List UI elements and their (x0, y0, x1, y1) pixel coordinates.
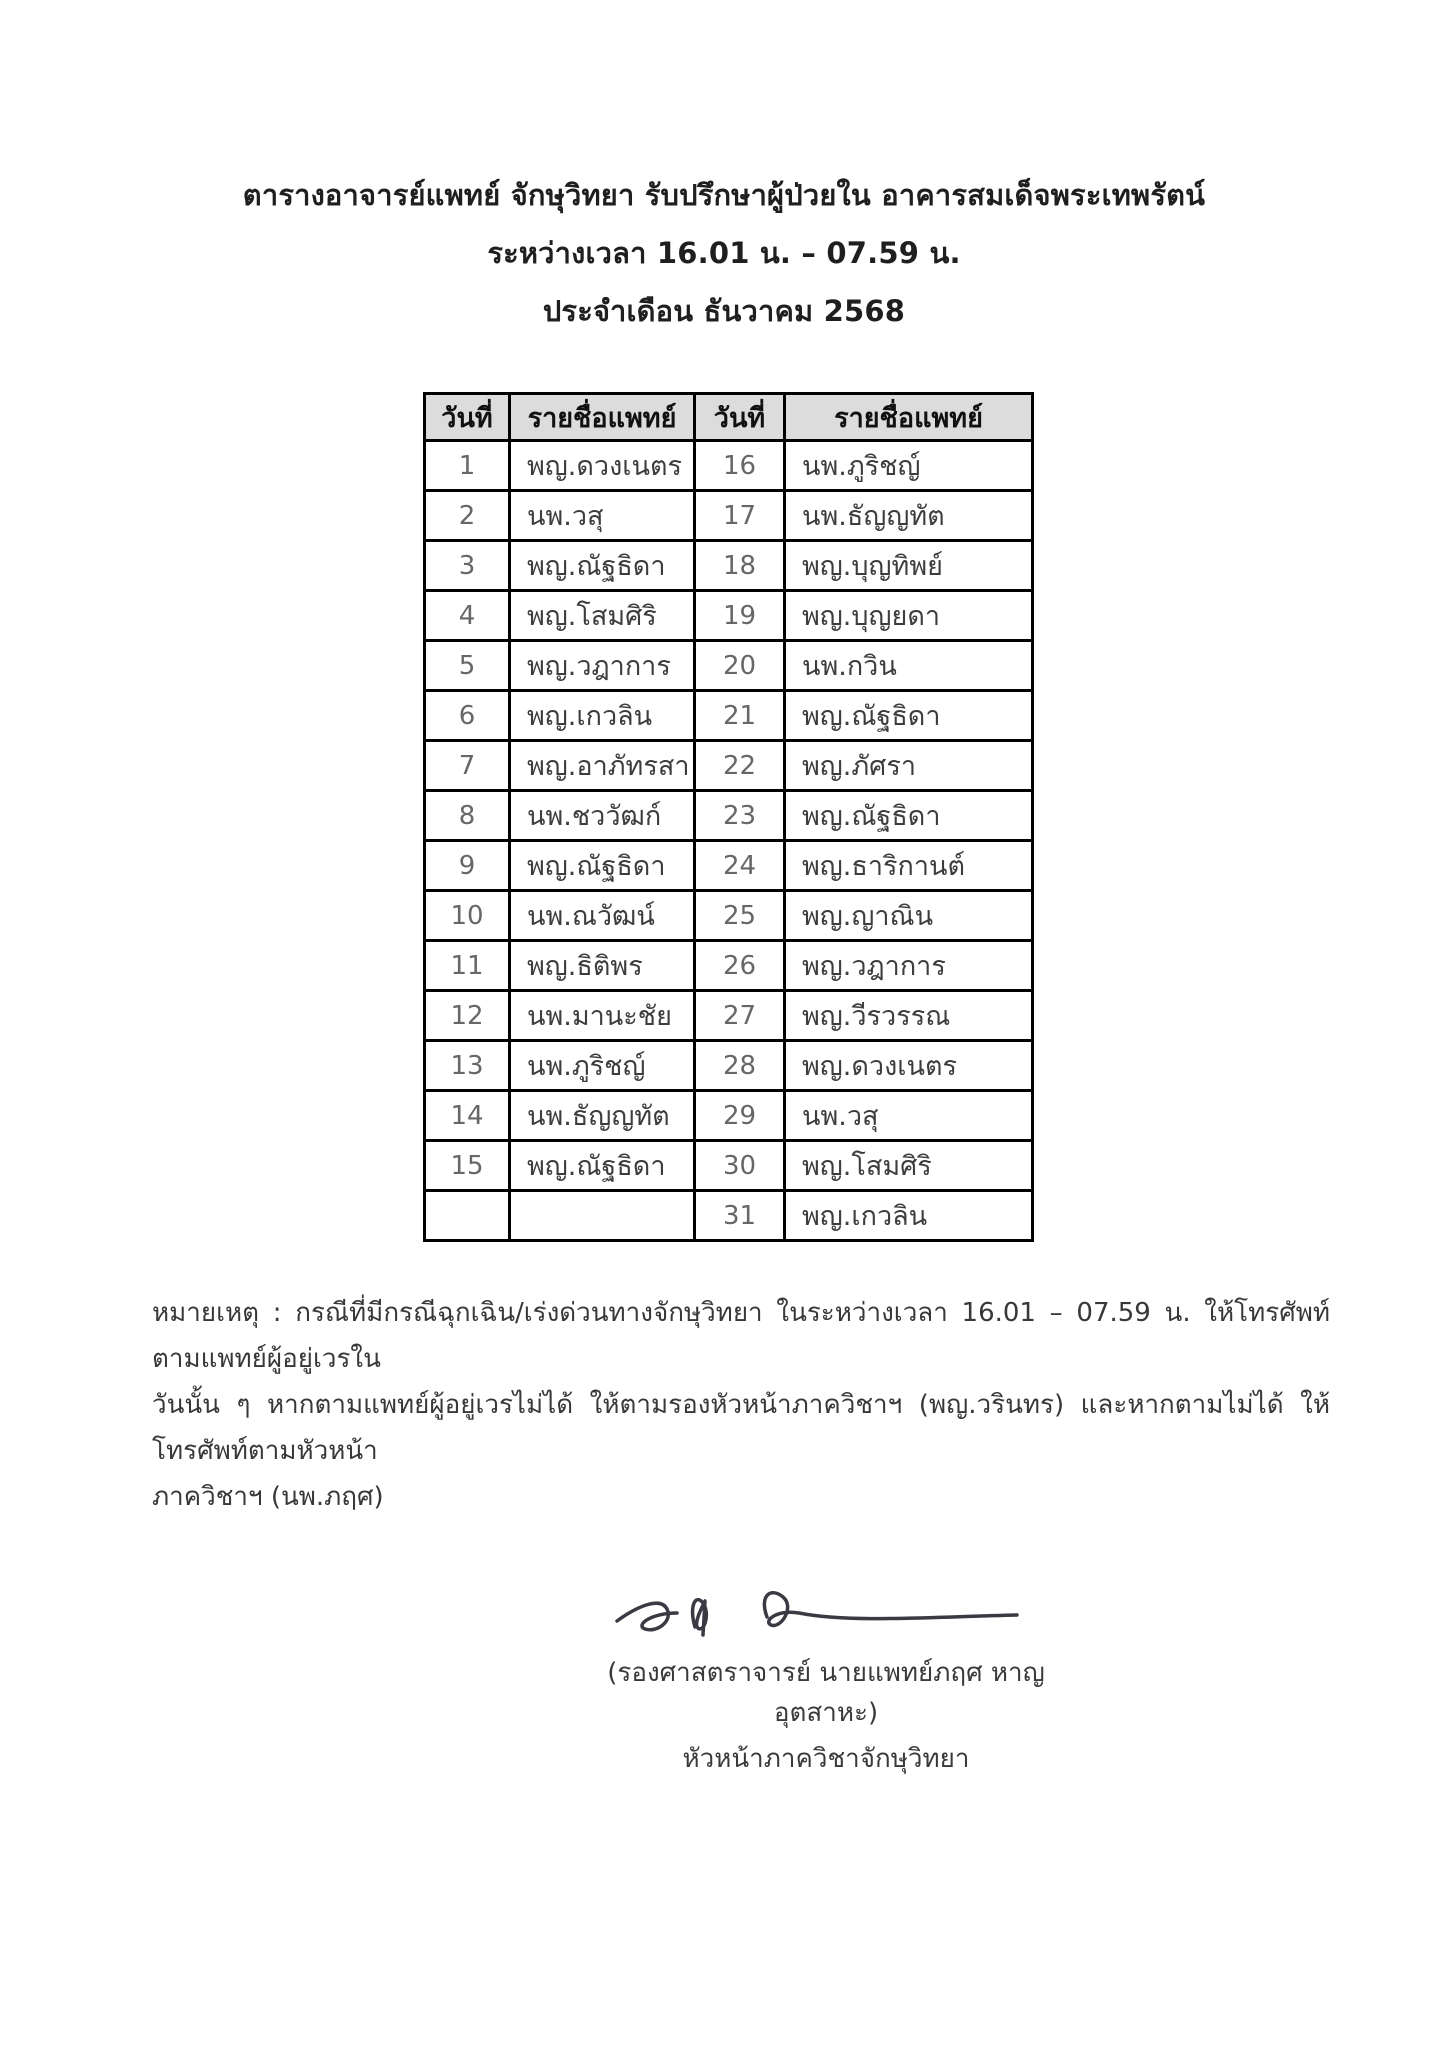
doctor-name-cell: นพ.ธัญญทัต (510, 1091, 695, 1141)
doctor-name-cell: พญ.บุญยดา (785, 591, 1033, 641)
footnote-line-1: หมายเหตุ : กรณีที่มีกรณีฉุกเฉิน/เร่งด่วนทางจักษุวิทยา ในระหว่างเวลา 16.01 – 07.59 น. ให้โทรศัพท์ตามแพทย์ผู้อยู่เวรใน (152, 1298, 1330, 1374)
day-cell: 9 (425, 841, 510, 891)
table-row (425, 991, 1033, 1041)
footnote-line-3: ภาควิชาฯ (นพ.ภฤศ) (152, 1482, 384, 1512)
day-cell: 25 (695, 891, 785, 941)
day-cell: 20 (695, 641, 785, 691)
table-row (425, 641, 1033, 691)
footnote-line-2: วันนั้น ๆ หากตามแพทย์ผู้อยู่เวรไม่ได้ ให้ตามรองหัวหน้าภาควิชาฯ (พญ.วรินทร) และหากตามไม่ได้ ให้โทรศัพท์ตามหัวหน้า (152, 1390, 1330, 1466)
table-row (425, 841, 1033, 891)
day-cell: 30 (695, 1141, 785, 1191)
title-line-1: ตารางอาจารย์แพทย์ จักษุวิทยา รับปรึกษาผู้ป่วยใน อาคารสมเด็จพระเทพรัตน์ (242, 178, 1206, 212)
doctor-name-cell: พญ.ณัฐธิดา (785, 791, 1033, 841)
table-row (425, 1191, 1033, 1241)
table-row (425, 891, 1033, 941)
day-cell: 2 (425, 491, 510, 541)
doctor-name-cell: นพ.ณวัฒน์ (510, 891, 695, 941)
table-header-row (425, 394, 1033, 441)
table-row (425, 741, 1033, 791)
doctor-name-cell: พญ.ธาริกานต์ (785, 841, 1033, 891)
day-cell: 8 (425, 791, 510, 841)
table-row (425, 1041, 1033, 1091)
doctor-name-cell: พญ.เกวลิน (510, 691, 695, 741)
day-cell: 31 (695, 1191, 785, 1241)
doctor-name-cell: นพ.ภูริชญ์ (785, 441, 1033, 491)
signature-block (566, 1583, 1086, 1779)
doctor-name-cell: พญ.ณัฐธิดา (510, 541, 695, 591)
doctor-name-cell: นพ.วสุ (510, 491, 695, 541)
doctor-name-cell: พญ.ดวงเนตร (510, 441, 695, 491)
doctor-name-cell: นพ.ชววัฒก์ (510, 791, 695, 841)
day-cell (425, 1191, 510, 1241)
document-title (0, 166, 1448, 340)
doctor-name-cell: พญ.ธิติพร (510, 941, 695, 991)
doctor-name-cell: นพ.ภูริชญ์ (510, 1041, 695, 1091)
day-cell: 6 (425, 691, 510, 741)
table-row (425, 1091, 1033, 1141)
day-cell: 16 (695, 441, 785, 491)
doctor-name-cell: พญ.บุญทิพย์ (785, 541, 1033, 591)
header-doctors-1: รายชื่อแพทย์ (510, 394, 695, 441)
doctor-name-cell: พญ.ดวงเนตร (785, 1041, 1033, 1091)
day-cell: 10 (425, 891, 510, 941)
table-row (425, 591, 1033, 641)
day-cell: 5 (425, 641, 510, 691)
doctor-name-cell: นพ.ธัญญทัต (785, 491, 1033, 541)
day-cell: 24 (695, 841, 785, 891)
table-row (425, 441, 1033, 491)
title-line-3: ประจำเดือน ธันวาคม 2568 (542, 294, 906, 328)
schedule-table (423, 392, 1034, 1242)
title-line-2: ระหว่างเวลา 16.01 น. – 07.59 น. (487, 236, 961, 270)
header-day-1: วันที่ (425, 394, 510, 441)
day-cell: 21 (695, 691, 785, 741)
day-cell: 23 (695, 791, 785, 841)
table-row (425, 691, 1033, 741)
handwritten-signature-icon (599, 1583, 1029, 1647)
day-cell: 29 (695, 1091, 785, 1141)
day-cell: 7 (425, 741, 510, 791)
day-cell: 22 (695, 741, 785, 791)
doctor-name-cell: พญ.ณัฐธิดา (785, 691, 1033, 741)
day-cell: 12 (425, 991, 510, 1041)
doctor-name-cell (510, 1191, 695, 1241)
day-cell: 18 (695, 541, 785, 591)
doctor-name-cell: พญ.โสมศิริ (510, 591, 695, 641)
signatory-role: หัวหน้าภาควิชาจักษุวิทยา (682, 1744, 970, 1774)
doctor-name-cell: นพ.มานะชัย (510, 991, 695, 1041)
day-cell: 1 (425, 441, 510, 491)
table-row (425, 1141, 1033, 1191)
doctor-name-cell: พญ.วฎาการ (785, 941, 1033, 991)
footnote (152, 1290, 1330, 1520)
table-row (425, 541, 1033, 591)
day-cell: 15 (425, 1141, 510, 1191)
doctor-name-cell: พญ.วฎาการ (510, 641, 695, 691)
day-cell: 3 (425, 541, 510, 591)
doctor-name-cell: นพ.วสุ (785, 1091, 1033, 1141)
doctor-name-cell: พญ.ณัฐธิดา (510, 841, 695, 891)
day-cell: 27 (695, 991, 785, 1041)
day-cell: 11 (425, 941, 510, 991)
doctor-name-cell: พญ.โสมศิริ (785, 1141, 1033, 1191)
day-cell: 17 (695, 491, 785, 541)
day-cell: 13 (425, 1041, 510, 1091)
day-cell: 26 (695, 941, 785, 991)
doctor-name-cell: พญ.ภัศรา (785, 741, 1033, 791)
doctor-name-cell: นพ.กวิน (785, 641, 1033, 691)
day-cell: 4 (425, 591, 510, 641)
header-day-2: วันที่ (695, 394, 785, 441)
day-cell: 28 (695, 1041, 785, 1091)
doctor-name-cell: พญ.อาภัทรสา (510, 741, 695, 791)
doctor-name-cell: พญ.ณัฐธิดา (510, 1141, 695, 1191)
day-cell: 19 (695, 591, 785, 641)
table-row (425, 791, 1033, 841)
doctor-name-cell: พญ.ญาณิน (785, 891, 1033, 941)
doctor-name-cell: พญ.วีรวรรณ (785, 991, 1033, 1041)
table-row (425, 491, 1033, 541)
table-row (425, 941, 1033, 991)
header-doctors-2: รายชื่อแพทย์ (785, 394, 1033, 441)
signatory-name: (รองศาสตราจารย์ นายแพทย์ภฤศ หาญอุตสาหะ) (607, 1658, 1045, 1728)
day-cell: 14 (425, 1091, 510, 1141)
doctor-name-cell: พญ.เกวลิน (785, 1191, 1033, 1241)
